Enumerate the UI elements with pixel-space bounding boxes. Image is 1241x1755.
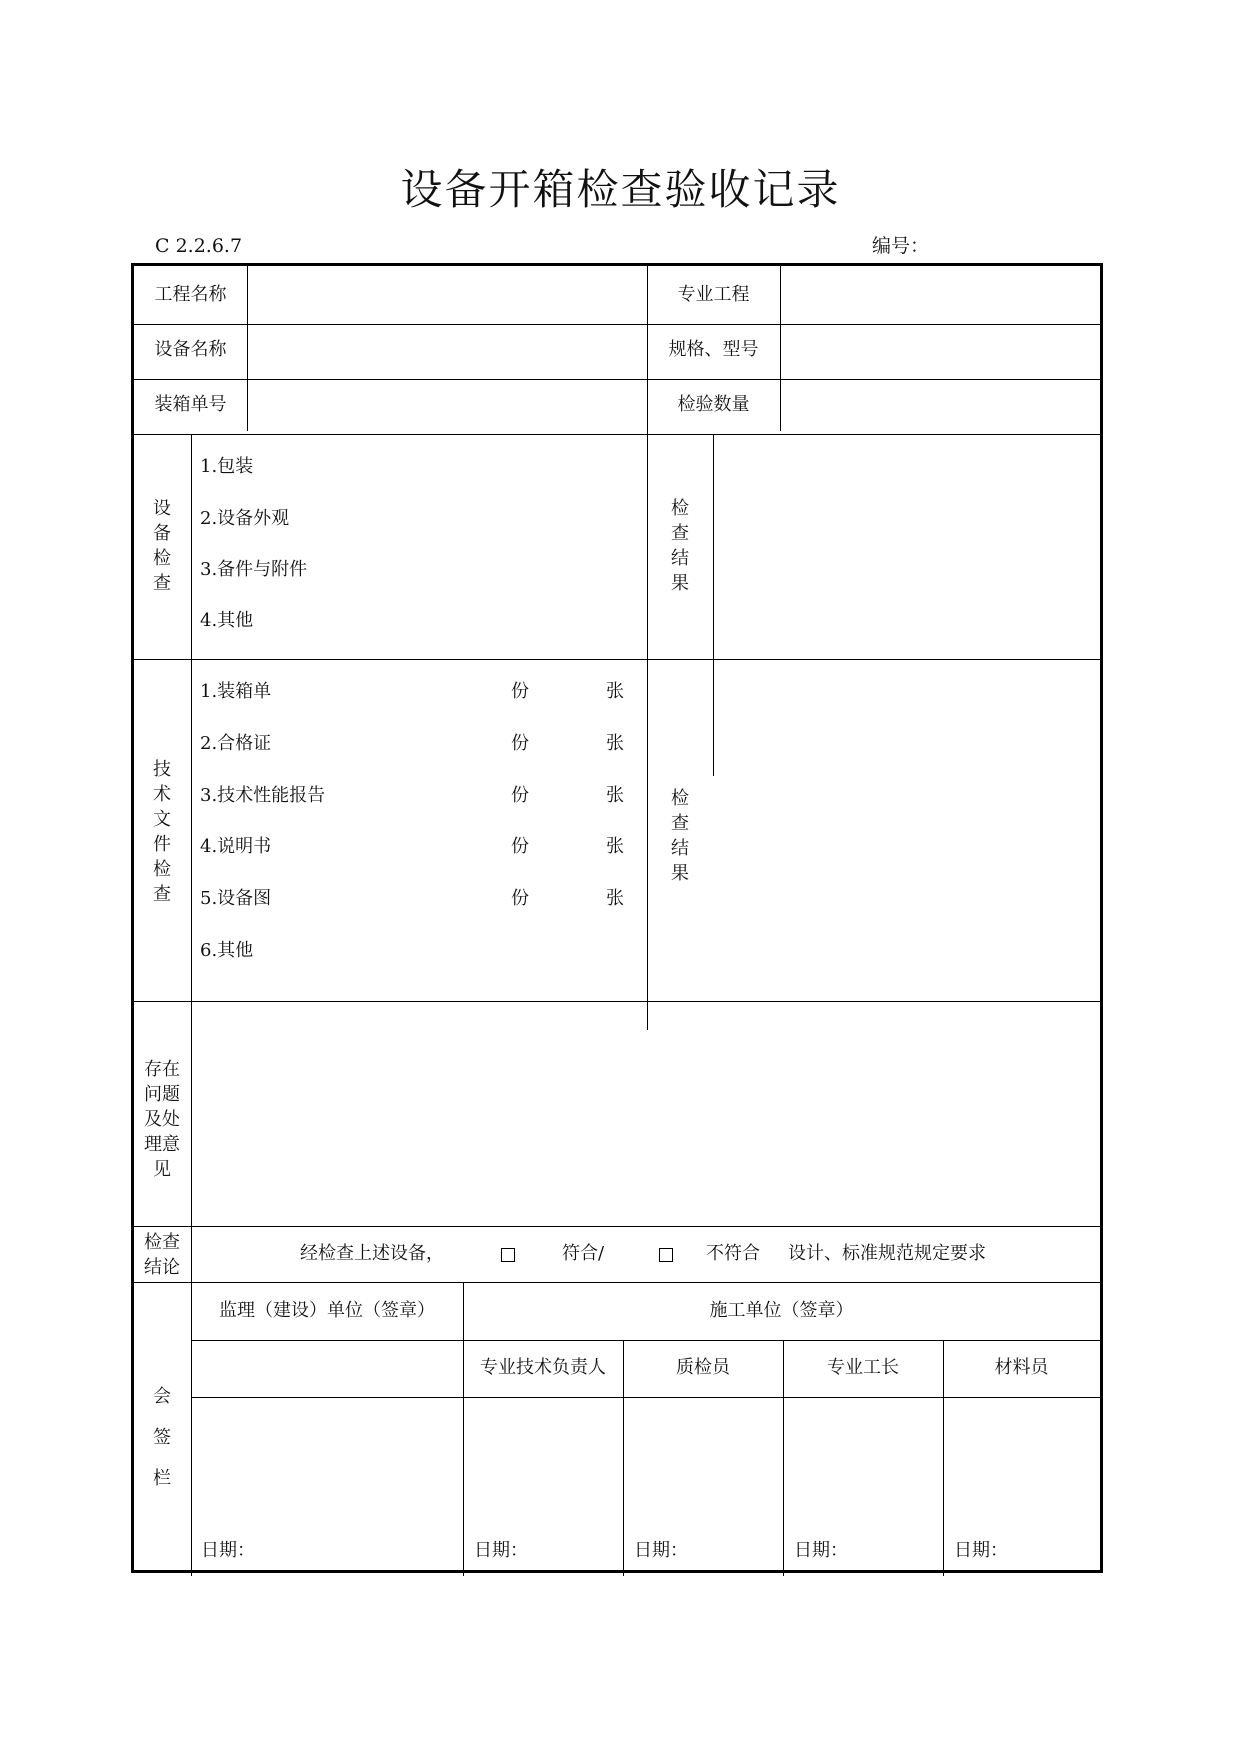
sheets-unit: 张 bbox=[606, 681, 624, 702]
date-label: 日期： bbox=[794, 1540, 848, 1561]
copies-unit: 份 bbox=[511, 888, 529, 909]
copies-unit: 份 bbox=[511, 733, 529, 754]
label-project-name: 工程名称 bbox=[154, 284, 227, 305]
conform-checkbox[interactable] bbox=[501, 1248, 515, 1262]
label-packing-no: 装箱单号 bbox=[154, 394, 227, 415]
sheets-unit: 张 bbox=[606, 888, 624, 909]
label-spec-model: 规格、型号 bbox=[668, 339, 759, 360]
tech-doc-item: 6.其他 bbox=[200, 940, 254, 961]
equipment-item: 1.包装 bbox=[200, 456, 254, 477]
equipment-item: 2.设备外观 bbox=[200, 508, 290, 529]
copies-unit: 份 bbox=[511, 836, 529, 857]
conclusion-label: 检查结论 bbox=[144, 1232, 180, 1278]
conclusion-suffix: 设计、标准规范规定要求 bbox=[788, 1243, 986, 1264]
nonconform-checkbox[interactable] bbox=[659, 1248, 673, 1262]
conform-label: 符合/ bbox=[562, 1243, 605, 1264]
equipment-check-label: 设备检查 bbox=[153, 498, 171, 594]
date-label: 日期： bbox=[201, 1540, 255, 1561]
equipment-item: 4.其他 bbox=[200, 610, 254, 631]
nonconform-label: 不符合 bbox=[706, 1243, 760, 1264]
sheets-unit: 张 bbox=[606, 785, 624, 806]
equipment-result-label: 检查结果 bbox=[671, 498, 689, 594]
label-specialty: 专业工程 bbox=[677, 284, 750, 305]
signoff-label: 会签栏 bbox=[153, 1386, 171, 1489]
date-label: 日期： bbox=[474, 1540, 528, 1561]
role-material-clerk: 材料员 bbox=[994, 1357, 1049, 1378]
sheets-unit: 张 bbox=[606, 733, 624, 754]
date-label: 日期： bbox=[954, 1540, 1008, 1561]
copies-unit: 份 bbox=[511, 681, 529, 702]
number-label: 编号： bbox=[872, 235, 930, 257]
tech-doc-item: 2.合格证 bbox=[200, 733, 272, 754]
issues-label: 存在问题及处理意见 bbox=[144, 1059, 180, 1180]
label-inspect-qty: 检验数量 bbox=[677, 394, 750, 415]
equipment-item: 3.备件与附件 bbox=[200, 559, 308, 580]
tech-doc-item: 4.说明书 bbox=[200, 836, 272, 857]
role-quality-inspector: 质检员 bbox=[676, 1357, 730, 1378]
date-label: 日期： bbox=[634, 1540, 688, 1561]
role-tech-lead: 专业技术负责人 bbox=[480, 1357, 606, 1378]
role-foreman: 专业工长 bbox=[827, 1357, 899, 1378]
conclusion-text: 经检查上述设备， bbox=[300, 1243, 444, 1264]
construction-unit: 施工单位（签章） bbox=[709, 1300, 854, 1321]
form-table bbox=[131, 263, 1103, 1573]
form-code: C 2.2.6.7 bbox=[155, 235, 243, 257]
label-equipment-name: 设备名称 bbox=[154, 339, 227, 360]
tech-doc-item: 3.技术性能报告 bbox=[200, 785, 326, 806]
tech-docs-label: 技术文件检查 bbox=[153, 759, 171, 905]
copies-unit: 份 bbox=[511, 785, 529, 806]
supervision-unit: 监理（建设）单位（签章） bbox=[219, 1300, 435, 1321]
document-title: 设备开箱检查验收记录 bbox=[400, 165, 841, 214]
tech-docs-result-label: 检查结果 bbox=[671, 788, 689, 884]
sheets-unit: 张 bbox=[606, 836, 624, 857]
tech-doc-item: 5.设备图 bbox=[200, 888, 272, 909]
tech-doc-item: 1.装箱单 bbox=[200, 681, 272, 702]
